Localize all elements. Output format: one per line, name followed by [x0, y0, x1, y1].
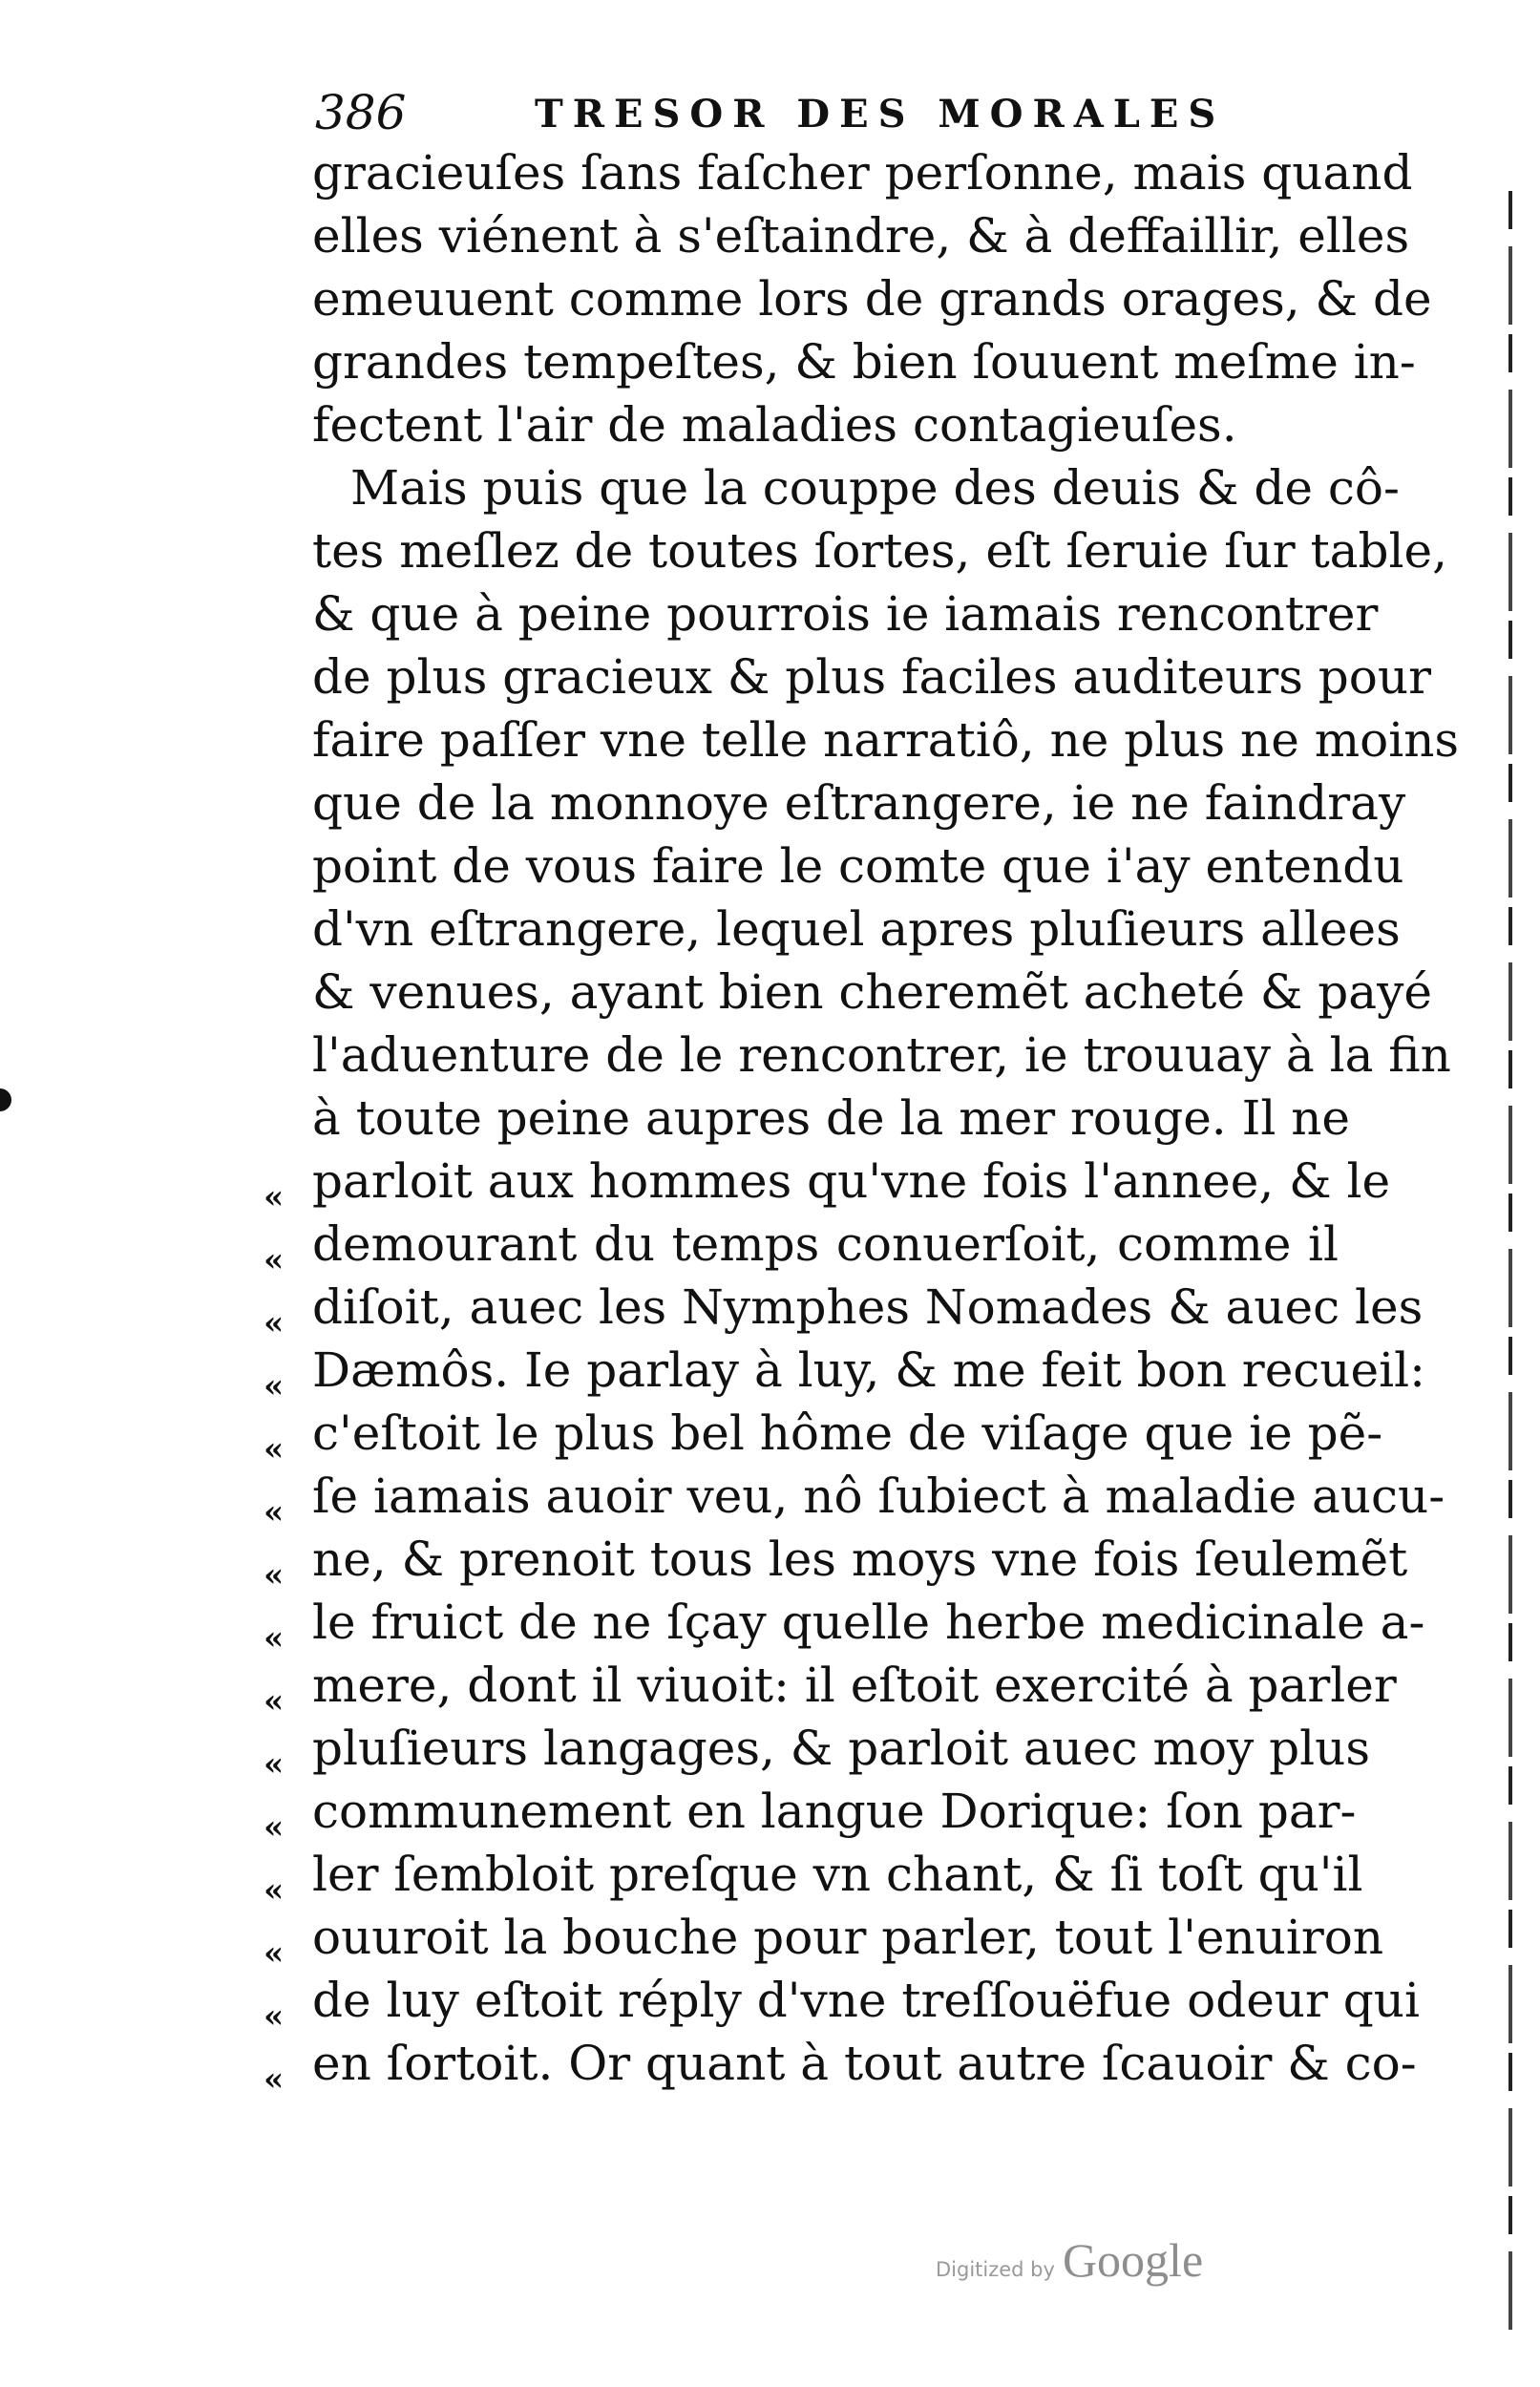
- text-line: à toute peine aupres de la mer rouge. Il ne: [312, 1090, 1351, 1146]
- text-line: c'eſtoit le plus bel hôme de viſage que ie pẽ-: [312, 1405, 1383, 1461]
- quote-mark: «: [264, 1241, 285, 1279]
- text-line: ler ſembloit preſque vn chant, & ſi toſt qu'il: [312, 1847, 1363, 1902]
- text-line: point de vous faire le comte que i'ay entendu: [312, 838, 1404, 894]
- quote-mark: «: [264, 1808, 285, 1847]
- quote-mark: «: [264, 1871, 285, 1910]
- text-line: que de la monnoye eſtrangere, ie ne faindray: [312, 775, 1406, 831]
- text-line: mere, dont il viuoit: il eſtoit exercité à parler: [312, 1658, 1397, 1713]
- quote-mark: «: [264, 1178, 285, 1216]
- text-line: ouuroit la bouche pour parler, tout l'enuiron: [312, 1910, 1384, 1965]
- text-line: ne, & prenoit tous les moys vne fois ſeulemẽt: [312, 1531, 1408, 1587]
- quote-mark: «: [264, 1745, 285, 1784]
- running-title: TRESOR DES MORALES: [535, 92, 1226, 137]
- digitization-watermark: [936, 2232, 1203, 2290]
- quote-mark: «: [264, 1493, 285, 1531]
- text-line: & venues, ayant bien cheremẽt acheté & payé: [312, 964, 1432, 1020]
- quote-mark: «: [264, 1367, 285, 1405]
- page-edge-shadow: [1508, 191, 1512, 2330]
- marginal-quote-marks: [264, 1149, 302, 2099]
- quote-mark: «: [264, 1934, 285, 1973]
- quote-mark: «: [264, 2060, 285, 2099]
- quote-mark: «: [264, 1619, 285, 1658]
- text-line: grandes tempeſtes, & bien ſouuent meſme in-: [312, 334, 1416, 390]
- text-line: diſoit, auec les Nymphes Nomades & auec les: [312, 1279, 1424, 1335]
- text-line: l'aduenture de le rencontrer, ie trouuay à la fin: [312, 1027, 1451, 1083]
- quote-mark: «: [264, 1556, 285, 1595]
- text-line: gracieuſes ſans faſcher perſonne, mais quand: [312, 145, 1413, 201]
- quote-mark: «: [264, 1682, 285, 1721]
- watermark-brand: Google: [1062, 2233, 1204, 2287]
- text-line: fectent l'air de maladies contagieuſes.: [312, 397, 1237, 453]
- page-number: 386: [315, 85, 407, 140]
- text-line: parloit aux hommes qu'vne fois l'annee, & le: [312, 1153, 1391, 1209]
- text-line: tes meſlez de toutes ſortes, eſt ſeruie ſur table,: [312, 523, 1447, 579]
- text-line: & que à peine pourrois ie iamais rencontrer: [312, 586, 1379, 642]
- text-line: emeuuent comme lors de grands orages, & de: [312, 271, 1432, 327]
- text-line: de plus gracieux & plus faciles auditeurs pour: [312, 649, 1431, 705]
- binding-mark: [0, 1088, 11, 1111]
- text-line: de luy eſtoit réply d'vne treſſouëfue odeur qui: [312, 1973, 1420, 2028]
- text-line: demourant du temps conuerſoit, comme il: [312, 1216, 1339, 1272]
- text-line: d'vn eſtrangere, lequel apres pluſieurs allees: [312, 901, 1401, 957]
- text-line: en ſortoit. Or quant à tout autre ſcauoir & co-: [312, 2036, 1417, 2091]
- text-line: ſe iamais auoir veu, nô ſubiect à maladie aucu-: [312, 1468, 1445, 1524]
- text-line: Mais puis que la couppe des deuis & de cô-: [350, 460, 1400, 516]
- quote-mark: «: [264, 1430, 285, 1468]
- text-line: faire paſſer vne telle narratiô, ne plus ne moins: [312, 712, 1460, 768]
- text-line: le fruict de ne ſçay quelle herbe medicinale a-: [312, 1595, 1425, 1650]
- text-line: pluſieurs langages, & parloit auec moy plus: [312, 1721, 1371, 1776]
- body-text: [312, 141, 1460, 2095]
- quote-mark: «: [264, 1304, 285, 1342]
- text-line: communement en langue Dorique: ſon par-: [312, 1784, 1357, 1839]
- page-header: [315, 84, 1232, 141]
- quote-mark: «: [264, 1997, 285, 2036]
- watermark-label: Digitized by: [936, 2258, 1055, 2281]
- text-line: elles viénent à s'eſtaindre, & à deffaillir, elles: [312, 208, 1410, 264]
- text-line: Dæmôs. Ie parlay à luy, & me feit bon recueil:: [312, 1342, 1425, 1398]
